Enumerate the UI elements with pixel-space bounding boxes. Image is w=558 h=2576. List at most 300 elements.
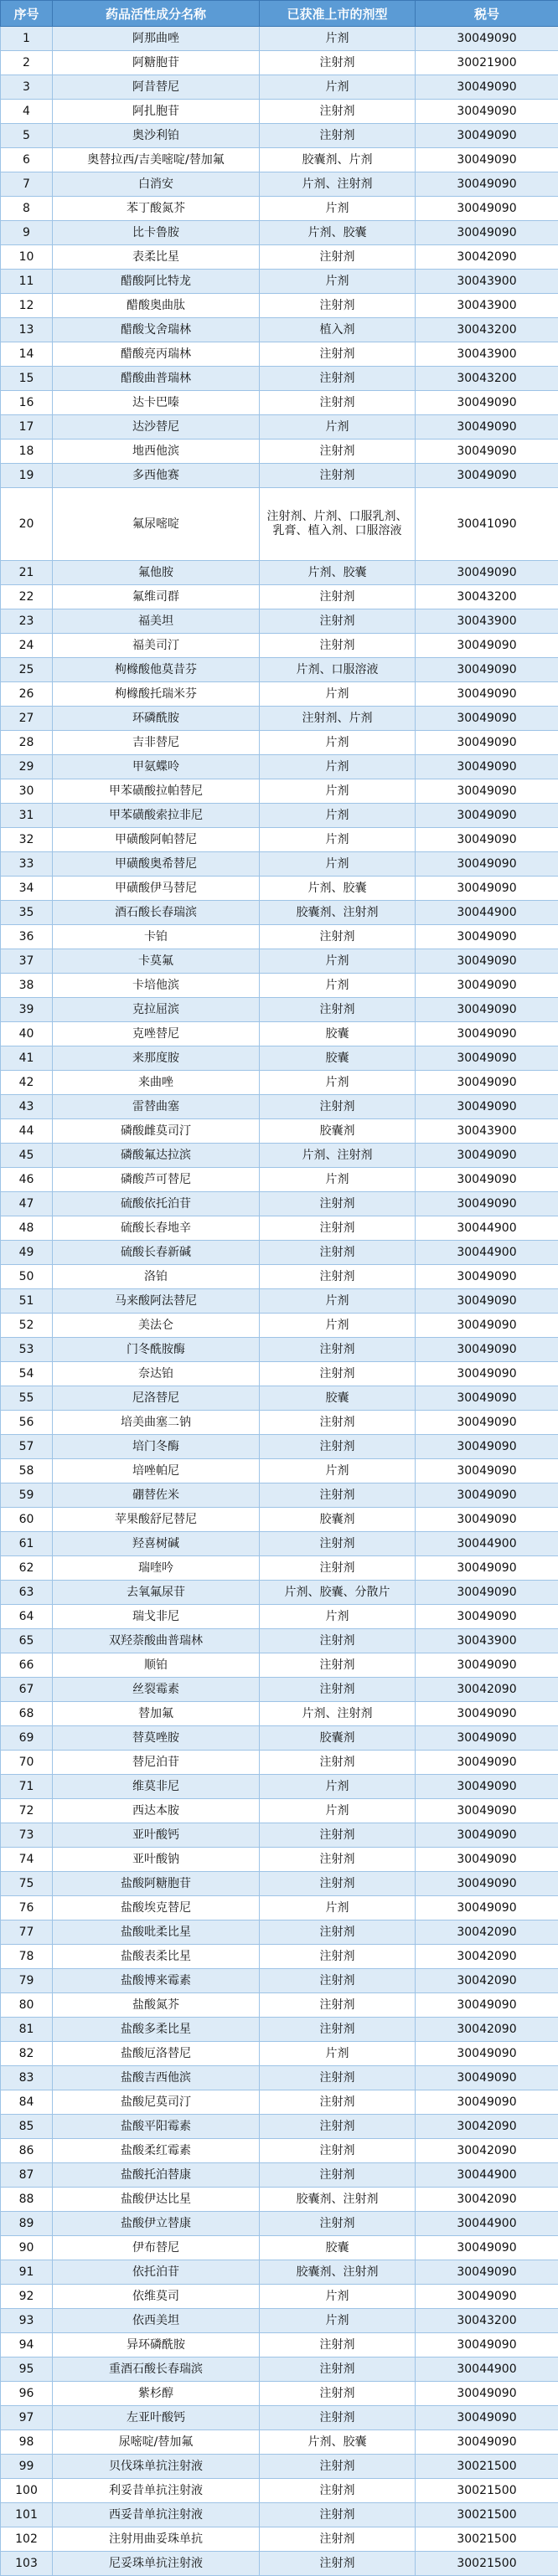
cell-ingredient: 重酒石酸长春瑞滨 bbox=[53, 2357, 260, 2382]
cell-ingredient: 盐酸托泊替康 bbox=[53, 2163, 260, 2188]
cell-tax-code: 30049090 bbox=[416, 877, 558, 901]
cell-index: 27 bbox=[1, 707, 53, 731]
cell-ingredient: 盐酸平阳霉素 bbox=[53, 2115, 260, 2139]
cell-index: 69 bbox=[1, 1726, 53, 1751]
header-tax-code: 税号 bbox=[416, 1, 558, 27]
cell-index: 2 bbox=[1, 51, 53, 75]
table-row bbox=[1, 1848, 558, 1872]
cell-tax-code: 30049090 bbox=[416, 1605, 558, 1629]
cell-tax-code: 30049090 bbox=[416, 1265, 558, 1289]
table-row bbox=[1, 1216, 558, 1241]
cell-ingredient: 注射用曲妥珠单抗 bbox=[53, 2527, 260, 2552]
cell-dosage-form: 胶囊 bbox=[260, 1046, 416, 1071]
cell-tax-code: 30049090 bbox=[416, 1022, 558, 1046]
table-row bbox=[1, 2333, 558, 2357]
cell-index: 14 bbox=[1, 342, 53, 367]
cell-dosage-form: 注射剂 bbox=[260, 1192, 416, 1216]
cell-tax-code: 30049090 bbox=[416, 1483, 558, 1508]
table-row bbox=[1, 877, 558, 901]
table-row bbox=[1, 440, 558, 464]
cell-dosage-form: 片剂 bbox=[260, 828, 416, 852]
cell-index: 83 bbox=[1, 2066, 53, 2090]
cell-index: 88 bbox=[1, 2188, 53, 2212]
header-ingredient: 药品活性成分名称 bbox=[53, 1, 260, 27]
table-row bbox=[1, 658, 558, 682]
cell-ingredient: 尼洛替尼 bbox=[53, 1386, 260, 1411]
cell-ingredient: 枸橼酸托瑞米芬 bbox=[53, 682, 260, 707]
cell-tax-code: 30049090 bbox=[416, 949, 558, 974]
cell-dosage-form: 注射剂 bbox=[260, 342, 416, 367]
table-row bbox=[1, 901, 558, 925]
table-row bbox=[1, 707, 558, 731]
cell-index: 32 bbox=[1, 828, 53, 852]
cell-ingredient: 去氧氟尿苷 bbox=[53, 1581, 260, 1605]
cell-tax-code: 30049090 bbox=[416, 998, 558, 1022]
cell-dosage-form: 片剂 bbox=[260, 2285, 416, 2309]
cell-dosage-form: 片剂、注射剂 bbox=[260, 1702, 416, 1726]
table-row bbox=[1, 1314, 558, 1338]
table-row bbox=[1, 2552, 558, 2576]
cell-index: 58 bbox=[1, 1459, 53, 1483]
cell-ingredient: 福美坦 bbox=[53, 609, 260, 634]
table-row bbox=[1, 148, 558, 172]
cell-tax-code: 30021500 bbox=[416, 2455, 558, 2479]
cell-ingredient: 依西美坦 bbox=[53, 2309, 260, 2333]
cell-tax-code: 30049090 bbox=[416, 1726, 558, 1751]
table-row bbox=[1, 1289, 558, 1314]
cell-index: 22 bbox=[1, 585, 53, 609]
table-row bbox=[1, 100, 558, 124]
table-row bbox=[1, 1823, 558, 1848]
cell-ingredient: 醋酸奥曲肽 bbox=[53, 294, 260, 318]
cell-ingredient: 甲磺酸伊马替尼 bbox=[53, 877, 260, 901]
cell-tax-code: 30044900 bbox=[416, 901, 558, 925]
cell-tax-code: 30049090 bbox=[416, 1314, 558, 1338]
cell-index: 38 bbox=[1, 974, 53, 998]
cell-ingredient: 马来酸阿法替尼 bbox=[53, 1289, 260, 1314]
cell-tax-code: 30049090 bbox=[416, 1459, 558, 1483]
table-row bbox=[1, 1508, 558, 1532]
cell-index: 103 bbox=[1, 2552, 53, 2576]
cell-ingredient: 来那度胺 bbox=[53, 1046, 260, 1071]
cell-ingredient: 枸橼酸他莫昔芬 bbox=[53, 658, 260, 682]
cell-ingredient: 盐酸表柔比星 bbox=[53, 1945, 260, 1969]
cell-dosage-form: 胶囊剂、注射剂 bbox=[260, 2188, 416, 2212]
cell-dosage-form: 注射剂 bbox=[260, 1338, 416, 1362]
cell-tax-code: 30042090 bbox=[416, 2018, 558, 2042]
cell-dosage-form: 注射剂 bbox=[260, 1095, 416, 1119]
cell-dosage-form: 注射剂 bbox=[260, 1483, 416, 1508]
cell-index: 45 bbox=[1, 1144, 53, 1168]
cell-tax-code: 30049090 bbox=[416, 2042, 558, 2066]
cell-ingredient: 比卡鲁胺 bbox=[53, 221, 260, 245]
cell-index: 17 bbox=[1, 415, 53, 440]
table-row bbox=[1, 2042, 558, 2066]
table-row bbox=[1, 2430, 558, 2455]
cell-index: 56 bbox=[1, 1411, 53, 1435]
cell-dosage-form: 注射剂 bbox=[260, 124, 416, 148]
table-row bbox=[1, 2212, 558, 2236]
table-row bbox=[1, 1702, 558, 1726]
cell-dosage-form: 片剂 bbox=[260, 1459, 416, 1483]
table-row bbox=[1, 391, 558, 415]
table-row bbox=[1, 731, 558, 755]
table-row bbox=[1, 1046, 558, 1071]
cell-index: 75 bbox=[1, 1872, 53, 1896]
cell-dosage-form: 注射剂 bbox=[260, 1848, 416, 1872]
cell-tax-code: 30049090 bbox=[416, 415, 558, 440]
table-row bbox=[1, 634, 558, 658]
table-row bbox=[1, 1119, 558, 1144]
table-row bbox=[1, 1144, 558, 1168]
cell-ingredient: 盐酸多柔比星 bbox=[53, 2018, 260, 2042]
cell-index: 53 bbox=[1, 1338, 53, 1362]
cell-tax-code: 30049090 bbox=[416, 2260, 558, 2285]
cell-dosage-form: 注射剂 bbox=[260, 1751, 416, 1775]
cell-index: 31 bbox=[1, 804, 53, 828]
cell-dosage-form: 注射剂 bbox=[260, 1435, 416, 1459]
cell-ingredient: 利妥昔单抗注射液 bbox=[53, 2479, 260, 2503]
cell-index: 65 bbox=[1, 1629, 53, 1653]
cell-tax-code: 30049090 bbox=[416, 1071, 558, 1095]
cell-tax-code: 30042090 bbox=[416, 1945, 558, 1969]
cell-tax-code: 30043900 bbox=[416, 1629, 558, 1653]
table-row bbox=[1, 1969, 558, 1993]
table-row bbox=[1, 1678, 558, 1702]
table-row bbox=[1, 585, 558, 609]
cell-dosage-form: 片剂 bbox=[260, 1799, 416, 1823]
cell-ingredient: 阿扎胞苷 bbox=[53, 100, 260, 124]
cell-dosage-form: 片剂 bbox=[260, 804, 416, 828]
table-row bbox=[1, 318, 558, 342]
table-row bbox=[1, 245, 558, 270]
cell-index: 28 bbox=[1, 731, 53, 755]
cell-dosage-form: 胶囊 bbox=[260, 1022, 416, 1046]
table-row bbox=[1, 1581, 558, 1605]
cell-index: 30 bbox=[1, 779, 53, 804]
table-row bbox=[1, 1362, 558, 1386]
cell-tax-code: 30042090 bbox=[416, 1920, 558, 1945]
cell-tax-code: 30049090 bbox=[416, 27, 558, 51]
cell-ingredient: 奈达铂 bbox=[53, 1362, 260, 1386]
cell-index: 82 bbox=[1, 2042, 53, 2066]
cell-tax-code: 30044900 bbox=[416, 1241, 558, 1265]
cell-ingredient: 盐酸博来霉素 bbox=[53, 1969, 260, 1993]
table-row bbox=[1, 2163, 558, 2188]
cell-dosage-form: 注射剂 bbox=[260, 1629, 416, 1653]
cell-index: 8 bbox=[1, 197, 53, 221]
table-row bbox=[1, 561, 558, 585]
table-body bbox=[1, 27, 558, 2576]
cell-ingredient: 达卡巴嗪 bbox=[53, 391, 260, 415]
cell-dosage-form: 片剂 bbox=[260, 779, 416, 804]
cell-index: 23 bbox=[1, 609, 53, 634]
cell-dosage-form: 片剂 bbox=[260, 75, 416, 100]
table-row bbox=[1, 1265, 558, 1289]
cell-ingredient: 紫杉醇 bbox=[53, 2382, 260, 2406]
cell-index: 71 bbox=[1, 1775, 53, 1799]
cell-dosage-form: 片剂、口服溶液 bbox=[260, 658, 416, 682]
cell-dosage-form: 片剂 bbox=[260, 949, 416, 974]
cell-dosage-form: 注射剂 bbox=[260, 609, 416, 634]
cell-dosage-form: 注射剂 bbox=[260, 1872, 416, 1896]
table-row bbox=[1, 270, 558, 294]
cell-dosage-form: 注射剂 bbox=[260, 2090, 416, 2115]
cell-ingredient: 替加氟 bbox=[53, 1702, 260, 1726]
cell-ingredient: 瑞喹吟 bbox=[53, 1556, 260, 1581]
cell-index: 12 bbox=[1, 294, 53, 318]
cell-index: 60 bbox=[1, 1508, 53, 1532]
cell-tax-code: 30042090 bbox=[416, 2139, 558, 2163]
cell-dosage-form: 注射剂 bbox=[260, 1945, 416, 1969]
cell-dosage-form: 片剂 bbox=[260, 1605, 416, 1629]
cell-dosage-form: 片剂 bbox=[260, 1168, 416, 1192]
table-row bbox=[1, 1022, 558, 1046]
cell-index: 16 bbox=[1, 391, 53, 415]
cell-index: 51 bbox=[1, 1289, 53, 1314]
cell-dosage-form: 注射剂 bbox=[260, 294, 416, 318]
cell-index: 93 bbox=[1, 2309, 53, 2333]
cell-ingredient: 酒石酸长春瑞滨 bbox=[53, 901, 260, 925]
cell-dosage-form: 注射剂 bbox=[260, 998, 416, 1022]
table-row bbox=[1, 974, 558, 998]
cell-dosage-form: 片剂 bbox=[260, 852, 416, 877]
cell-dosage-form: 片剂 bbox=[260, 682, 416, 707]
cell-dosage-form: 注射剂 bbox=[260, 51, 416, 75]
cell-index: 100 bbox=[1, 2479, 53, 2503]
cell-index: 101 bbox=[1, 2503, 53, 2527]
cell-ingredient: 培门冬酶 bbox=[53, 1435, 260, 1459]
cell-ingredient: 盐酸氮芥 bbox=[53, 1993, 260, 2018]
cell-dosage-form: 注射剂 bbox=[260, 1241, 416, 1265]
cell-dosage-form: 植入剂 bbox=[260, 318, 416, 342]
cell-ingredient: 醋酸亮丙瑞林 bbox=[53, 342, 260, 367]
table-row bbox=[1, 342, 558, 367]
cell-tax-code: 30044900 bbox=[416, 2163, 558, 2188]
cell-ingredient: 西妥昔单抗注射液 bbox=[53, 2503, 260, 2527]
cell-dosage-form: 注射剂 bbox=[260, 1920, 416, 1945]
cell-index: 42 bbox=[1, 1071, 53, 1095]
cell-index: 102 bbox=[1, 2527, 53, 2552]
cell-ingredient: 磷酸雌莫司汀 bbox=[53, 1119, 260, 1144]
cell-tax-code: 30049090 bbox=[416, 804, 558, 828]
cell-tax-code: 30049090 bbox=[416, 1581, 558, 1605]
table-row bbox=[1, 294, 558, 318]
cell-index: 13 bbox=[1, 318, 53, 342]
cell-index: 97 bbox=[1, 2406, 53, 2430]
cell-index: 21 bbox=[1, 561, 53, 585]
table-row bbox=[1, 1799, 558, 1823]
cell-dosage-form: 注射剂 bbox=[260, 2503, 416, 2527]
cell-index: 85 bbox=[1, 2115, 53, 2139]
cell-ingredient: 依维莫司 bbox=[53, 2285, 260, 2309]
cell-tax-code: 30043900 bbox=[416, 342, 558, 367]
cell-ingredient: 多西他赛 bbox=[53, 464, 260, 488]
cell-dosage-form: 胶囊剂 bbox=[260, 1508, 416, 1532]
cell-ingredient: 盐酸柔红霉素 bbox=[53, 2139, 260, 2163]
cell-ingredient: 硼替佐米 bbox=[53, 1483, 260, 1508]
cell-index: 64 bbox=[1, 1605, 53, 1629]
cell-ingredient: 尿嘧啶/替加氟 bbox=[53, 2430, 260, 2455]
cell-dosage-form: 注射剂 bbox=[260, 2333, 416, 2357]
cell-ingredient: 盐酸伊达比星 bbox=[53, 2188, 260, 2212]
cell-ingredient: 美法仑 bbox=[53, 1314, 260, 1338]
cell-tax-code: 30043900 bbox=[416, 1119, 558, 1144]
table-row bbox=[1, 1435, 558, 1459]
cell-dosage-form: 注射剂 bbox=[260, 2382, 416, 2406]
cell-ingredient: 伊布替尼 bbox=[53, 2236, 260, 2260]
cell-index: 20 bbox=[1, 488, 53, 561]
cell-index: 46 bbox=[1, 1168, 53, 1192]
cell-tax-code: 30049090 bbox=[416, 1896, 558, 1920]
table-row bbox=[1, 2066, 558, 2090]
cell-ingredient: 羟喜树碱 bbox=[53, 1532, 260, 1556]
cell-index: 86 bbox=[1, 2139, 53, 2163]
cell-ingredient: 来曲唑 bbox=[53, 1071, 260, 1095]
cell-dosage-form: 注射剂 bbox=[260, 440, 416, 464]
cell-dosage-form: 片剂 bbox=[260, 1314, 416, 1338]
cell-tax-code: 30049090 bbox=[416, 124, 558, 148]
cell-tax-code: 30042090 bbox=[416, 2115, 558, 2139]
cell-index: 90 bbox=[1, 2236, 53, 2260]
cell-ingredient: 阿昔替尼 bbox=[53, 75, 260, 100]
cell-dosage-form: 片剂 bbox=[260, 1071, 416, 1095]
cell-ingredient: 阿糖胞苷 bbox=[53, 51, 260, 75]
cell-tax-code: 30049090 bbox=[416, 2382, 558, 2406]
cell-tax-code: 30049090 bbox=[416, 1411, 558, 1435]
cell-ingredient: 甲磺酸奥希替尼 bbox=[53, 852, 260, 877]
cell-index: 78 bbox=[1, 1945, 53, 1969]
cell-dosage-form: 注射剂 bbox=[260, 245, 416, 270]
table-row bbox=[1, 1411, 558, 1435]
cell-ingredient: 丝裂霉素 bbox=[53, 1678, 260, 1702]
cell-tax-code: 30049090 bbox=[416, 1653, 558, 1678]
table-row bbox=[1, 1459, 558, 1483]
cell-index: 33 bbox=[1, 852, 53, 877]
cell-index: 15 bbox=[1, 367, 53, 391]
table-row bbox=[1, 1605, 558, 1629]
table-row bbox=[1, 1556, 558, 1581]
cell-ingredient: 地西他滨 bbox=[53, 440, 260, 464]
cell-index: 29 bbox=[1, 755, 53, 779]
cell-tax-code: 30049090 bbox=[416, 1556, 558, 1581]
cell-tax-code: 30049090 bbox=[416, 2236, 558, 2260]
cell-ingredient: 福美司汀 bbox=[53, 634, 260, 658]
cell-index: 44 bbox=[1, 1119, 53, 1144]
cell-tax-code: 30049090 bbox=[416, 1144, 558, 1168]
cell-dosage-form: 注射剂 bbox=[260, 464, 416, 488]
cell-ingredient: 卡培他滨 bbox=[53, 974, 260, 998]
cell-ingredient: 甲苯磺酸索拉非尼 bbox=[53, 804, 260, 828]
cell-dosage-form: 注射剂 bbox=[260, 1556, 416, 1581]
cell-index: 67 bbox=[1, 1678, 53, 1702]
cell-ingredient: 醋酸戈舍瑞林 bbox=[53, 318, 260, 342]
cell-dosage-form: 片剂 bbox=[260, 974, 416, 998]
table-row bbox=[1, 221, 558, 245]
cell-ingredient: 环磷酰胺 bbox=[53, 707, 260, 731]
table-row bbox=[1, 1192, 558, 1216]
cell-dosage-form: 注射剂 bbox=[260, 2139, 416, 2163]
table-row bbox=[1, 2260, 558, 2285]
cell-index: 96 bbox=[1, 2382, 53, 2406]
cell-ingredient: 依托泊苷 bbox=[53, 2260, 260, 2285]
cell-index: 18 bbox=[1, 440, 53, 464]
cell-tax-code: 30043200 bbox=[416, 318, 558, 342]
table-row bbox=[1, 925, 558, 949]
cell-tax-code: 30049090 bbox=[416, 1799, 558, 1823]
cell-tax-code: 30049090 bbox=[416, 1095, 558, 1119]
cell-dosage-form: 注射剂 bbox=[260, 1993, 416, 2018]
cell-dosage-form: 片剂 bbox=[260, 1289, 416, 1314]
cell-ingredient: 磷酸芦可替尼 bbox=[53, 1168, 260, 1192]
cell-ingredient: 磷酸氟达拉滨 bbox=[53, 1144, 260, 1168]
cell-dosage-form: 片剂 bbox=[260, 755, 416, 779]
header-index: 序号 bbox=[1, 1, 53, 27]
cell-ingredient: 氟尿嘧啶 bbox=[53, 488, 260, 561]
cell-index: 1 bbox=[1, 27, 53, 51]
table-row bbox=[1, 2406, 558, 2430]
cell-tax-code: 30049090 bbox=[416, 1046, 558, 1071]
cell-ingredient: 奥替拉西/吉美嘧啶/替加氟 bbox=[53, 148, 260, 172]
table-row bbox=[1, 755, 558, 779]
cell-dosage-form: 注射剂 bbox=[260, 1411, 416, 1435]
cell-ingredient: 盐酸伊立替康 bbox=[53, 2212, 260, 2236]
cell-tax-code: 30049090 bbox=[416, 1848, 558, 1872]
table-row bbox=[1, 27, 558, 51]
table-row bbox=[1, 2115, 558, 2139]
cell-index: 73 bbox=[1, 1823, 53, 1848]
cell-ingredient: 硫酸长春新碱 bbox=[53, 1241, 260, 1265]
cell-tax-code: 30044900 bbox=[416, 2212, 558, 2236]
cell-ingredient: 硫酸依托泊苷 bbox=[53, 1192, 260, 1216]
cell-tax-code: 30049090 bbox=[416, 658, 558, 682]
cell-dosage-form: 注射剂 bbox=[260, 2357, 416, 2382]
cell-dosage-form: 注射剂 bbox=[260, 634, 416, 658]
cell-tax-code: 30042090 bbox=[416, 245, 558, 270]
cell-ingredient: 培唑帕尼 bbox=[53, 1459, 260, 1483]
cell-tax-code: 30043200 bbox=[416, 585, 558, 609]
cell-ingredient: 苹果酸舒尼替尼 bbox=[53, 1508, 260, 1532]
table-row bbox=[1, 2357, 558, 2382]
cell-ingredient: 盐酸厄洛替尼 bbox=[53, 2042, 260, 2066]
cell-tax-code: 30043900 bbox=[416, 270, 558, 294]
cell-dosage-form: 注射剂 bbox=[260, 1653, 416, 1678]
cell-dosage-form: 胶囊剂、注射剂 bbox=[260, 2260, 416, 2285]
cell-tax-code: 30049090 bbox=[416, 2406, 558, 2430]
cell-tax-code: 30049090 bbox=[416, 1168, 558, 1192]
table-row bbox=[1, 2139, 558, 2163]
cell-tax-code: 30043900 bbox=[416, 294, 558, 318]
table-row bbox=[1, 949, 558, 974]
cell-index: 92 bbox=[1, 2285, 53, 2309]
cell-ingredient: 硫酸长春地辛 bbox=[53, 1216, 260, 1241]
cell-index: 55 bbox=[1, 1386, 53, 1411]
cell-tax-code: 30049090 bbox=[416, 1508, 558, 1532]
header-dosage-form: 已获准上市的剂型 bbox=[260, 1, 416, 27]
cell-tax-code: 30049090 bbox=[416, 197, 558, 221]
cell-dosage-form: 注射剂 bbox=[260, 100, 416, 124]
table-row bbox=[1, 2382, 558, 2406]
cell-dosage-form: 注射剂 bbox=[260, 367, 416, 391]
cell-tax-code: 30049090 bbox=[416, 925, 558, 949]
cell-index: 98 bbox=[1, 2430, 53, 2455]
table-row bbox=[1, 2188, 558, 2212]
cell-dosage-form: 胶囊剂、片剂 bbox=[260, 148, 416, 172]
table-row bbox=[1, 852, 558, 877]
cell-ingredient: 甲苯磺酸拉帕替尼 bbox=[53, 779, 260, 804]
cell-tax-code: 30049090 bbox=[416, 148, 558, 172]
cell-dosage-form: 片剂 bbox=[260, 415, 416, 440]
